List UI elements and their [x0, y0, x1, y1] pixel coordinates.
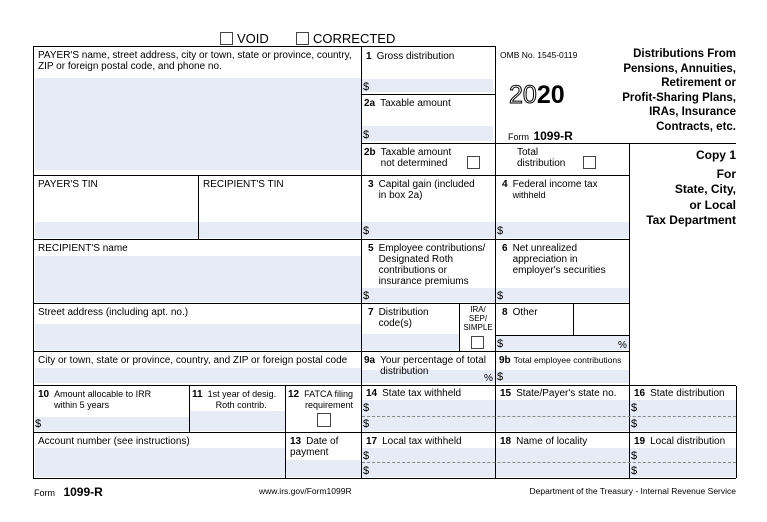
- dash-box14: [362, 416, 736, 417]
- box18-label: [500, 436, 587, 447]
- box8-percent: %: [618, 340, 627, 351]
- box14-num: 14: [366, 388, 378, 399]
- box1-dollar: $: [363, 81, 370, 93]
- box5-label: [368, 243, 485, 287]
- void-label: VOID: [237, 31, 269, 46]
- box16-dollar-2: $: [631, 418, 638, 430]
- box9a-percent: %: [484, 373, 493, 384]
- box9b-text: Total employee contributions: [513, 355, 622, 365]
- year-prefix: 20: [509, 81, 537, 109]
- account-input[interactable]: [35, 448, 285, 477]
- line-box8-mid: [495, 335, 629, 336]
- corrected-checkbox[interactable]: [296, 32, 309, 45]
- form-top-border: [33, 46, 496, 47]
- box11-line1: 1st year of desig.: [207, 389, 277, 399]
- box7-ira-line2: SEP/: [468, 314, 488, 323]
- box2b-line1: Taxable amount: [380, 147, 452, 158]
- box11-line2: Roth contrib.: [215, 400, 267, 410]
- box19-label: [634, 436, 725, 447]
- title-line4: Profit-Sharing Plans,: [622, 91, 736, 104]
- box5-dollar: $: [363, 290, 370, 302]
- footer-form-name: 1099-R: [63, 485, 103, 499]
- box2b-total-line1: Total: [517, 147, 539, 158]
- divider-col1: [361, 46, 362, 478]
- line-row4-bottom: [33, 303, 629, 304]
- box9a-line1: Your percentage of total: [380, 355, 486, 366]
- box19-dollar-1: $: [631, 450, 638, 462]
- box6-input[interactable]: [496, 288, 629, 302]
- box2b-total-label: [517, 147, 565, 169]
- box4-line1: Federal income tax: [512, 179, 598, 190]
- copy-line5: Tax Department: [646, 213, 736, 227]
- copy-line1: Copy 1: [695, 148, 736, 162]
- box10-dollar: $: [35, 418, 42, 430]
- box5-line1: Employee contributions/: [378, 243, 486, 254]
- box6-label: [502, 243, 606, 276]
- box5-line2: Designated Roth: [378, 254, 454, 265]
- box1-text: Gross distribution: [376, 51, 455, 62]
- recipient-name-input[interactable]: [35, 256, 361, 302]
- title-line1: Distributions From: [633, 48, 736, 60]
- box6-line1: Net unrealized: [512, 243, 578, 254]
- box7-label: [368, 307, 429, 329]
- box10-input[interactable]: [35, 417, 189, 431]
- payer-tin-input[interactable]: [35, 222, 198, 238]
- box2b-not-determined-checkbox[interactable]: [467, 156, 480, 169]
- box14-dollar-2: $: [363, 418, 370, 430]
- box7-ira-line1: IRA/: [470, 305, 486, 314]
- box8-dollar: $: [497, 338, 504, 350]
- box13-label: [290, 436, 338, 458]
- city-input[interactable]: [35, 368, 361, 383]
- line-box14-bottom: [361, 432, 736, 433]
- box10-num: 10: [38, 389, 50, 400]
- box3-input[interactable]: [362, 222, 495, 238]
- box16-text: State distribution: [650, 388, 725, 399]
- box9b-dollar: $: [497, 371, 504, 383]
- form-id-prefix: Form: [508, 132, 529, 142]
- recipient-tin-input[interactable]: [199, 222, 361, 238]
- box9a-line2: distribution: [380, 366, 429, 377]
- box16-label: [634, 388, 725, 399]
- box2b-total-line2: distribution: [517, 158, 566, 169]
- footer-form-id: [34, 483, 103, 501]
- box11-num: 11: [192, 389, 203, 400]
- box11-input[interactable]: [190, 411, 285, 431]
- copy-designation: [630, 148, 736, 229]
- box11-label: [192, 389, 276, 411]
- box14-dollar-1: $: [363, 402, 370, 414]
- line-street-bottom: [33, 351, 629, 352]
- form-title: [600, 47, 736, 134]
- tax-year: [509, 82, 565, 109]
- year-suffix: 20: [536, 81, 565, 109]
- footer-url: www.irs.gov/Form1099R: [259, 486, 352, 496]
- box5-line4: insurance premiums: [378, 276, 469, 287]
- box17-label: [366, 436, 462, 447]
- box3-line1: Capital gain (included: [378, 179, 475, 190]
- divider-col4: [736, 386, 737, 478]
- box5-input[interactable]: [362, 288, 495, 302]
- box7-ira-label: [461, 305, 495, 332]
- account-label: Account number (see instructions): [38, 436, 190, 447]
- box13-line1: Date of: [306, 436, 339, 447]
- recipient-tin-label: RECIPIENT'S TIN: [203, 179, 284, 190]
- copy-line3: State, City,: [674, 182, 736, 196]
- divider-tin: [198, 175, 199, 239]
- footer-form-prefix: Form: [34, 488, 55, 498]
- omb-number: OMB No. 1545-0119: [500, 50, 578, 60]
- box16-num: 16: [634, 388, 646, 399]
- box6-dollar: $: [497, 290, 504, 302]
- box12-num: 12: [288, 389, 300, 400]
- box5-line3: contributions or: [378, 265, 447, 276]
- dash-box17: [362, 462, 736, 463]
- box1-input[interactable]: [362, 79, 493, 92]
- box19-text: Local distribution: [650, 436, 726, 447]
- box9a-label: [364, 355, 486, 377]
- box18-text: Name of locality: [516, 436, 588, 447]
- divider-box8: [573, 304, 574, 336]
- box3-line2: in box 2a): [378, 190, 423, 201]
- line-city-bottom: [33, 385, 736, 386]
- box10-label: [38, 389, 151, 411]
- box4-line2: withheld: [512, 190, 546, 200]
- fatca-checkbox[interactable]: [317, 413, 331, 427]
- box2b-label: [364, 147, 451, 169]
- box16-dollar-1: $: [631, 402, 638, 414]
- box8-text: Other: [512, 307, 538, 318]
- divider-box10-11: [189, 386, 190, 433]
- line-box10-bottom: [33, 432, 361, 433]
- box2b-num: 2b: [364, 147, 376, 158]
- box13-input[interactable]: [286, 460, 361, 477]
- box15-num: 15: [500, 388, 512, 399]
- box13-line2: payment: [290, 447, 329, 458]
- box17-text: Local tax withheld: [382, 436, 462, 447]
- box7-input[interactable]: [362, 334, 459, 350]
- line-payer-bottom: [33, 175, 361, 176]
- box2a-num: 2a: [364, 98, 376, 109]
- box12-line2: requirement: [304, 400, 353, 410]
- box3-label: [368, 179, 475, 201]
- box13-num: 13: [290, 436, 302, 447]
- box1-label: [366, 51, 454, 62]
- box14-label: [366, 388, 461, 399]
- copy-line4: or Local: [689, 197, 736, 212]
- payer-label: PAYER'S name, street address, city or town, state or province, country, ZIP or foreign postal code, and phone no.: [38, 50, 352, 72]
- box19-num: 19: [634, 436, 646, 447]
- box17-dollar-1: $: [363, 450, 370, 462]
- box2b-total-distribution-checkbox[interactable]: [583, 156, 596, 169]
- box7-line2: code(s): [378, 318, 412, 329]
- box2a-input[interactable]: [362, 126, 493, 141]
- box7-ira-line3: SIMPLE: [463, 323, 493, 332]
- box3-dollar: $: [363, 225, 370, 237]
- box6-line3: employer's securities: [512, 265, 606, 276]
- form-id: [508, 127, 573, 145]
- payer-input-area[interactable]: [35, 78, 361, 170]
- box9b-num: 9b: [499, 355, 511, 366]
- box2a-label: [364, 98, 451, 109]
- line-box2b-bottom: [361, 175, 629, 176]
- street-label: Street address (including apt. no.): [38, 307, 189, 318]
- box10-line2: within 5 years: [54, 400, 110, 410]
- title-line5: IRAs, Insurance: [649, 106, 736, 118]
- box7-num: 7: [368, 307, 374, 318]
- footer-department: Department of the Treasury - Internal Revenue Service: [529, 486, 736, 496]
- box2a-dollar: $: [363, 129, 370, 141]
- box8-input[interactable]: [496, 336, 629, 350]
- box5-num: 5: [368, 243, 374, 254]
- box8-num: 8: [502, 307, 508, 318]
- divider-col2: [495, 46, 496, 478]
- box9b-label: [499, 355, 621, 366]
- box7-line1: Distribution: [378, 307, 429, 318]
- box4-dollar: $: [497, 225, 504, 237]
- box6-line2: appreciation in: [512, 254, 578, 265]
- box19-dollar-2: $: [631, 465, 638, 477]
- line-row3-bottom: [33, 239, 629, 240]
- divider-box7-ira: [459, 304, 460, 351]
- box10-line1: Amount allocable to IRR: [54, 389, 152, 399]
- corrected-label: CORRECTED: [313, 31, 396, 46]
- box1-num: 1: [366, 51, 372, 62]
- box4-num: 4: [502, 179, 508, 190]
- box12-line1: FATCA filing: [304, 389, 353, 399]
- box17-num: 17: [366, 436, 378, 447]
- city-label: City or town, state or province, country, and ZIP or foreign postal code: [38, 355, 348, 366]
- recipient-name-label: RECIPIENT'S name: [38, 243, 128, 254]
- form-left-border: [33, 46, 34, 478]
- box9b-input[interactable]: [496, 370, 629, 383]
- street-input[interactable]: [35, 324, 361, 350]
- box15-text: State/Payer's state no.: [516, 388, 617, 399]
- form-id-name: 1099-R: [533, 129, 573, 143]
- box2b-line2: not determined: [380, 158, 448, 169]
- title-line6: Contracts, etc.: [656, 120, 736, 133]
- box9a-num: 9a: [364, 355, 376, 366]
- ira-sep-simple-checkbox[interactable]: [471, 336, 484, 349]
- box18-num: 18: [500, 436, 512, 447]
- box4-label: [502, 179, 598, 201]
- box2a-text: Taxable amount: [380, 98, 451, 109]
- box3-num: 3: [368, 179, 374, 190]
- form-bottom-border: [33, 478, 736, 479]
- payer-tin-label: PAYER'S TIN: [38, 179, 98, 190]
- title-line3: Retirement or: [661, 77, 736, 89]
- line-box1-bottom: [361, 94, 495, 95]
- box14-text: State tax withheld: [382, 388, 462, 399]
- copy-line2: For: [716, 166, 736, 181]
- box12-label: [288, 389, 353, 411]
- box17-dollar-2: $: [363, 465, 370, 477]
- box6-num: 6: [502, 243, 508, 254]
- box15-label: [500, 388, 616, 399]
- box8-label: [502, 307, 538, 318]
- box4-input[interactable]: [496, 222, 629, 238]
- title-line2: Pensions, Annuities,: [623, 62, 736, 75]
- void-checkbox[interactable]: [220, 32, 233, 45]
